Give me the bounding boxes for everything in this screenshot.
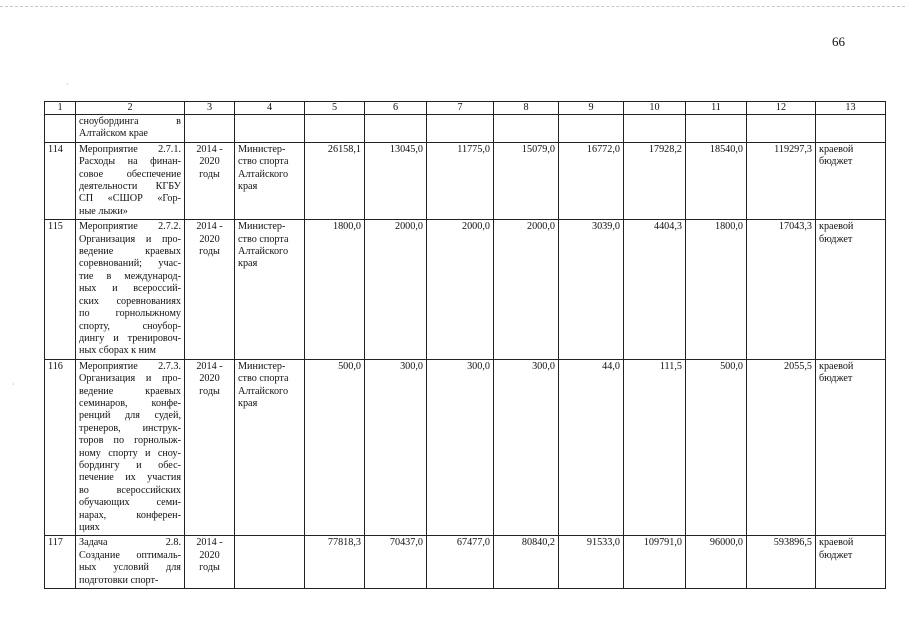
value-cell: 2000,0: [427, 220, 494, 359]
cell-line: Министер-: [238, 221, 286, 233]
cell-line: ведение краевых: [79, 246, 181, 258]
table-row: [45, 359, 886, 536]
cell-line: 2014 -: [196, 360, 223, 372]
value-cell: 70437,0: [365, 536, 427, 589]
cell-line: бюджет: [819, 233, 853, 245]
value-cell: 16772,0: [559, 142, 624, 219]
cell-line: Мероприятие 2.7.1.: [79, 143, 181, 155]
value-cell: 119297,3: [747, 142, 816, 219]
continuation-row: [45, 115, 886, 143]
cell-line: 2014 -: [196, 221, 223, 233]
value-cell: 500,0: [686, 359, 747, 536]
cell-line: ских соревнованиях: [79, 295, 181, 307]
value-cell: 500,0: [305, 359, 365, 536]
period-cell: [185, 359, 235, 536]
cell-line: Организация и про-: [79, 233, 181, 245]
cell-line: ство спорта: [238, 156, 289, 168]
cell-line: тренеров, инструк-: [79, 422, 181, 434]
table-cell: [686, 115, 747, 143]
value-cell: 593896,5: [747, 536, 816, 589]
cell-line: Министер-: [238, 143, 286, 155]
cell-line: дингу и тренировоч-: [79, 332, 181, 344]
column-header: 3: [185, 102, 235, 115]
table-cell: [305, 115, 365, 143]
column-header: 7: [427, 102, 494, 115]
cell-line: бюджет: [819, 549, 853, 561]
cell-line: Алтайском крае: [79, 128, 148, 140]
scan-artifact-line: [0, 6, 905, 7]
cell-line: ных условий для: [79, 562, 181, 574]
column-header: 11: [686, 102, 747, 115]
value-cell: 2055,5: [747, 359, 816, 536]
value-cell: 2000,0: [365, 220, 427, 359]
value-cell: 4404,3: [624, 220, 686, 359]
cell-line: сноубординга в: [79, 116, 181, 127]
period-cell: [185, 536, 235, 589]
cell-line: ство спорта: [238, 233, 289, 245]
cell-line: деятельности КГБУ: [79, 181, 181, 193]
value-cell: 67477,0: [427, 536, 494, 589]
period-cell: [185, 220, 235, 359]
table-cell: [816, 115, 886, 143]
column-header: 12: [747, 102, 816, 115]
cell-line: тие в международ-: [79, 270, 181, 282]
cell-line: краевой: [819, 537, 854, 549]
value-cell: 91533,0: [559, 536, 624, 589]
cell-line: 2014 -: [196, 143, 223, 155]
value-cell: 1800,0: [305, 220, 365, 359]
cell-line: ных и всероссий-: [79, 283, 181, 295]
cell-line: спорту, сноубор-: [79, 320, 181, 332]
cell-line: Расходы на финан-: [79, 156, 181, 168]
cell-line: бюджет: [819, 373, 853, 385]
cell-line: ство спорта: [238, 373, 289, 385]
value-cell: 300,0: [427, 359, 494, 536]
cell-line: ведение краевых: [79, 385, 181, 397]
table-cell: [624, 115, 686, 143]
value-cell: 17043,3: [747, 220, 816, 359]
cell-line: 2020: [199, 233, 220, 245]
activity-description: [76, 359, 185, 536]
page-number: 66: [832, 34, 845, 49]
executor-cell: [235, 359, 305, 536]
value-cell: 96000,0: [686, 536, 747, 589]
funding-source-cell: [816, 142, 886, 219]
column-header: 10: [624, 102, 686, 115]
table-cell: [76, 115, 185, 143]
executor-cell: [235, 536, 305, 589]
cell-line: Мероприятие 2.7.3.: [79, 360, 181, 372]
value-cell: 1800,0: [686, 220, 747, 359]
value-cell: 77818,3: [305, 536, 365, 589]
cell-line: годы: [199, 246, 220, 258]
value-cell: 13045,0: [365, 142, 427, 219]
table-cell: [365, 115, 427, 143]
cell-line: по горнолыжному: [79, 308, 181, 320]
cell-line: обучающих семи-: [79, 497, 181, 509]
cell-line: семинаров, конфе-: [79, 397, 181, 409]
executor-cell: [235, 220, 305, 359]
activity-description: [76, 220, 185, 359]
cell-line: края: [238, 397, 258, 409]
cell-line: годы: [199, 168, 220, 180]
cell-line: Министер-: [238, 360, 286, 372]
cell-line: Создание оптималь-: [79, 549, 181, 561]
column-header: 9: [559, 102, 624, 115]
cell-line: Алтайского: [238, 246, 289, 258]
row-number: 116: [45, 359, 76, 536]
cell-line: краевой: [819, 221, 854, 233]
cell-line: 2020: [199, 373, 220, 385]
table-cell: [185, 115, 235, 143]
column-header: 2: [76, 102, 185, 115]
cell-line: Мероприятие 2.7.2.: [79, 221, 181, 233]
cell-line: ных сборах к ним: [79, 345, 156, 357]
cell-line: краевой: [819, 360, 854, 372]
cell-line: Организация и про-: [79, 373, 181, 385]
row-number: 115: [45, 220, 76, 359]
value-cell: 111,5: [624, 359, 686, 536]
table-cell: [235, 115, 305, 143]
cell-line: ные лыжи»: [79, 205, 128, 217]
funding-source-cell: [816, 536, 886, 589]
cell-line: 2014 -: [196, 537, 223, 549]
table-row: [45, 220, 886, 359]
column-header: 8: [494, 102, 559, 115]
value-cell: 2000,0: [494, 220, 559, 359]
cell-line: Задача 2.8.: [79, 537, 181, 549]
activity-description: [76, 142, 185, 219]
cell-line: краевой: [819, 143, 854, 155]
cell-line: ренций для судей,: [79, 410, 181, 422]
cell-line: СП «СШОР «Гор-: [79, 193, 181, 205]
row-number: 114: [45, 142, 76, 219]
cell-line: Алтайского: [238, 385, 289, 397]
activity-description: [76, 536, 185, 589]
table-cell: [45, 115, 76, 143]
cell-line: во всероссийских: [79, 484, 181, 496]
table-cell: [494, 115, 559, 143]
cell-line: циях: [79, 522, 100, 533]
value-cell: 18540,0: [686, 142, 747, 219]
header-row: [45, 102, 886, 115]
column-header: 4: [235, 102, 305, 115]
value-cell: 300,0: [494, 359, 559, 536]
value-cell: 3039,0: [559, 220, 624, 359]
table-cell: [559, 115, 624, 143]
scan-speck: ·: [12, 380, 15, 389]
cell-line: годы: [199, 385, 220, 397]
value-cell: 15079,0: [494, 142, 559, 219]
funding-source-cell: [816, 359, 886, 536]
cell-line: края: [238, 181, 258, 193]
period-cell: [185, 142, 235, 219]
value-cell: 17928,2: [624, 142, 686, 219]
table-body: [45, 102, 886, 589]
column-header: 5: [305, 102, 365, 115]
cell-line: 2020: [199, 549, 220, 561]
cell-line: бордингу и обес-: [79, 459, 181, 471]
funding-source-cell: [816, 220, 886, 359]
budget-table: [44, 101, 886, 589]
column-header: 6: [365, 102, 427, 115]
cell-line: нарах, конферен-: [79, 509, 181, 521]
table-row: [45, 536, 886, 589]
value-cell: 44,0: [559, 359, 624, 536]
table-cell: [427, 115, 494, 143]
column-header: 13: [816, 102, 886, 115]
cell-line: ному спорту и сноу-: [79, 447, 181, 459]
value-cell: 80840,2: [494, 536, 559, 589]
row-number: 117: [45, 536, 76, 589]
cell-line: торов по горнолыж-: [79, 435, 181, 447]
value-cell: 109791,0: [624, 536, 686, 589]
cell-line: края: [238, 258, 258, 270]
table-row: [45, 142, 886, 219]
cell-line: бюджет: [819, 156, 853, 168]
cell-line: совое обеспечение: [79, 168, 181, 180]
cell-line: соревнований; учас-: [79, 258, 181, 270]
value-cell: 11775,0: [427, 142, 494, 219]
table-cell: [747, 115, 816, 143]
cell-line: Алтайского: [238, 168, 289, 180]
executor-cell: [235, 142, 305, 219]
value-cell: 300,0: [365, 359, 427, 536]
cell-line: 2020: [199, 156, 220, 168]
value-cell: 26158,1: [305, 142, 365, 219]
cell-line: подготовки спорт-: [79, 574, 159, 586]
column-header: 1: [45, 102, 76, 115]
scan-speck: ·: [66, 80, 69, 89]
cell-line: годы: [199, 562, 220, 574]
cell-line: печение их участия: [79, 472, 181, 484]
